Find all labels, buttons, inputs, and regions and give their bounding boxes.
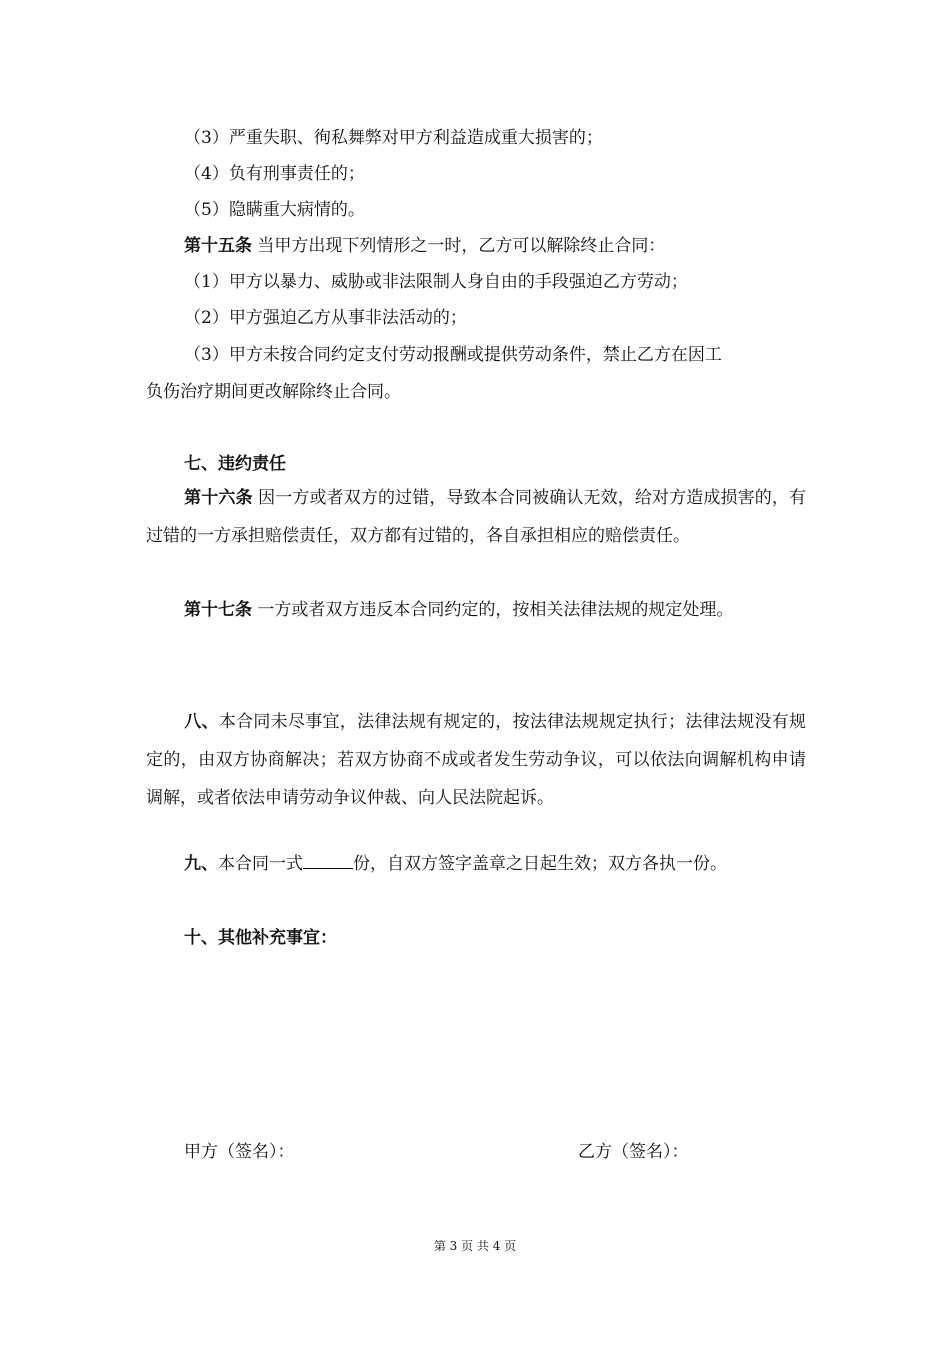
- article-15-label: 第十五条: [184, 236, 252, 256]
- clause-14-item-4: （4）负有刑事责任的；: [184, 164, 365, 184]
- party-a-signature: 甲方（签名）：: [184, 1142, 295, 1162]
- page-footer: 第 3 页 共 4 页: [433, 1239, 517, 1253]
- article-15: [184, 234, 665, 258]
- article-17: [146, 591, 806, 629]
- article-16-text: 因一方或者双方的过错，导致本合同被确认无效，给对方造成损害的，有过错的一方承担赔偿责任，双方都有过错的，各自承担相应的赔偿责任。: [146, 488, 807, 546]
- section-7-heading: 七、违约责任: [184, 454, 286, 474]
- section-8-label: 八、: [184, 712, 219, 732]
- article-17-text: 一方或者双方违反本合同约定的，按相关法律法规的规定处理。: [252, 600, 734, 620]
- article-16: [146, 479, 806, 555]
- section-10-heading: 十、其他补充事宜：: [184, 928, 337, 948]
- section-8: [146, 703, 806, 817]
- section-9: [184, 852, 727, 876]
- article-15-item-1: （1）甲方以暴力、威胁或非法限制人身自由的手段强迫乙方劳动；: [184, 272, 688, 292]
- article-17-label: 第十七条: [184, 600, 252, 620]
- clause-14-item-3: （3）严重失职、徇私舞弊对甲方利益造成重大损害的；: [184, 128, 603, 148]
- section-8-text: 本合同未尽事宜，法律法规有规定的，按法律法规规定执行；法律法规没有规定的，由双方协商解决；若双方协商不成或者发生劳动争议，可以依法向调解机构申请调解，或者依法申请劳动争议仲裁、向人民法院起诉。: [146, 712, 807, 808]
- article-15-text: 当甲方出现下列情形之一时，乙方可以解除终止合同：: [252, 236, 666, 256]
- section-9-label: 九、: [184, 854, 218, 874]
- article-15-item-3-line-2: 负伤治疗期间更改解除终止合同。: [146, 382, 401, 402]
- section-9-text-after: 份，自双方签字盖章之日起生效；双方各执一份。: [353, 854, 727, 874]
- section-9-text-before: 本合同一式: [218, 854, 303, 874]
- copies-blank: [303, 854, 353, 869]
- clause-14-item-5: （5）隐瞒重大病情的。: [184, 200, 365, 220]
- party-b-signature: 乙方（签名）：: [578, 1142, 689, 1162]
- article-15-item-3-line-1: （3）甲方未按合同约定支付劳动报酬或提供劳动条件，禁止乙方在因工: [184, 345, 722, 365]
- article-15-item-2: （2）甲方强迫乙方从事非法活动的；: [184, 308, 467, 328]
- article-16-label: 第十六条: [184, 488, 253, 508]
